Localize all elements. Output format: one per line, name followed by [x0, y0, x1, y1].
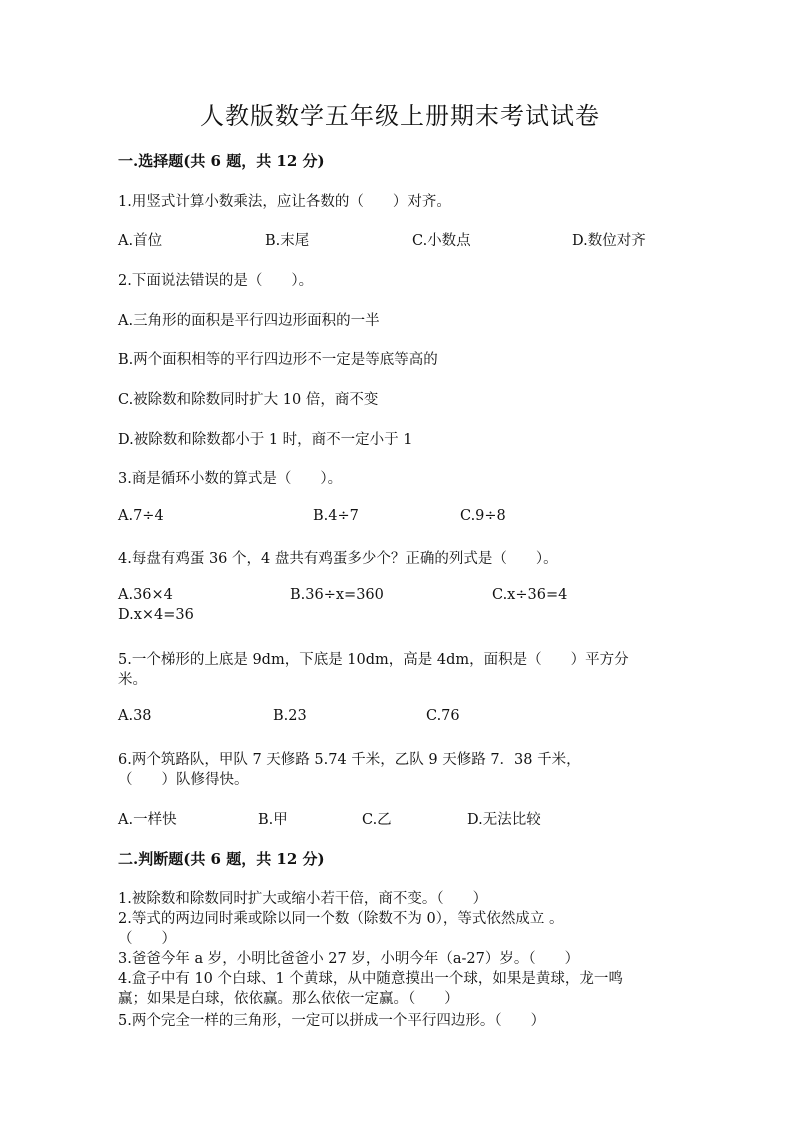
judgement-line-3: （ ）: [118, 931, 176, 947]
question-3-stem: 3.商是循环小数的算式是（ ）。: [118, 471, 343, 487]
question-4-stem: 4.每盘有鸡蛋 36 个，4 盘共有鸡蛋多少个？正确的列式是（ ）。: [118, 551, 558, 567]
section-2-heading: 二.判断题(共 6 题，共 12 分): [118, 850, 325, 868]
judgement-line-2: 2.等式的两边同时乘或除以同一个数（除数不为 0），等式依然成立 。: [118, 911, 564, 927]
question-6-stem-line1: 6.两个筑路队，甲队 7 天修路 5.74 千米，乙队 9 天修路 7．38 千米，: [118, 752, 581, 768]
question-5-option-b: B.23: [273, 708, 307, 724]
question-1-option-c: C.小数点: [412, 233, 471, 249]
question-6-option-a: A.一样快: [118, 812, 177, 828]
judgement-line-7: 5.两个完全一样的三角形，一定可以拼成一个平行四边形。（ ）: [118, 1013, 546, 1029]
question-6-option-b: B.甲: [258, 812, 288, 828]
question-3-option-a: A.7÷4: [118, 508, 164, 524]
question-2-option-a: A.三角形的面积是平行四边形面积的一半: [118, 313, 380, 329]
question-2-option-d: D.被除数和除数都小于 1 时，商不一定小于 1: [118, 432, 413, 448]
question-3-option-b: B.4÷7: [313, 508, 359, 524]
question-1-option-d: D.数位对齐: [572, 233, 646, 249]
question-2-option-b: B.两个面积相等的平行四边形不一定是等底等高的: [118, 352, 438, 368]
question-1-option-a: A.首位: [118, 233, 163, 249]
question-1-stem: 1.用竖式计算小数乘法，应让各数的（ ）对齐。: [118, 194, 451, 210]
judgement-line-4: 3.爸爸今年 a 岁，小明比爸爸小 27 岁，小明今年（a-27）岁。（ ）: [118, 951, 580, 967]
question-6-option-d: D.无法比较: [467, 812, 541, 828]
question-4-option-c: C.x÷36=4: [492, 587, 568, 603]
question-2-stem: 2.下面说法错误的是（ ）。: [118, 273, 314, 289]
judgement-line-1: 1.被除数和除数同时扩大或缩小若干倍，商不变。（ ）: [118, 891, 488, 907]
question-4-option-d: D.x×4=36: [118, 607, 194, 623]
question-5-stem-line1: 5.一个梯形的上底是 9dm，下底是 10dm，高是 4dm，面积是（ ）平方分: [118, 652, 629, 668]
question-6-stem-line2: （ ）队修得快。: [118, 772, 249, 788]
question-5-stem-line2: 米。: [118, 672, 147, 688]
question-3-option-c: C.9÷8: [460, 508, 506, 524]
section-1-heading: 一.选择题(共 6 题，共 12 分): [118, 152, 325, 170]
judgement-line-5: 4.盒子中有 10 个白球、1 个黄球，从中随意摸出一个球，如果是黄球，龙一鸣: [118, 971, 623, 987]
question-2-option-c: C.被除数和除数同时扩大 10 倍，商不变: [118, 392, 379, 408]
judgement-line-6: 赢；如果是白球，依依赢。那么依依一定赢。（ ）: [118, 991, 459, 1007]
question-5-option-a: A.38: [118, 708, 152, 724]
question-5-option-c: C.76: [426, 708, 460, 724]
question-1-option-b: B.末尾: [265, 233, 310, 249]
page-title: 人教版数学五年级上册期末考试试卷: [200, 102, 600, 130]
question-4-option-b: B.36÷x=360: [290, 587, 384, 603]
question-6-option-c: C.乙: [362, 812, 392, 828]
question-4-option-a: A.36×4: [118, 587, 173, 603]
